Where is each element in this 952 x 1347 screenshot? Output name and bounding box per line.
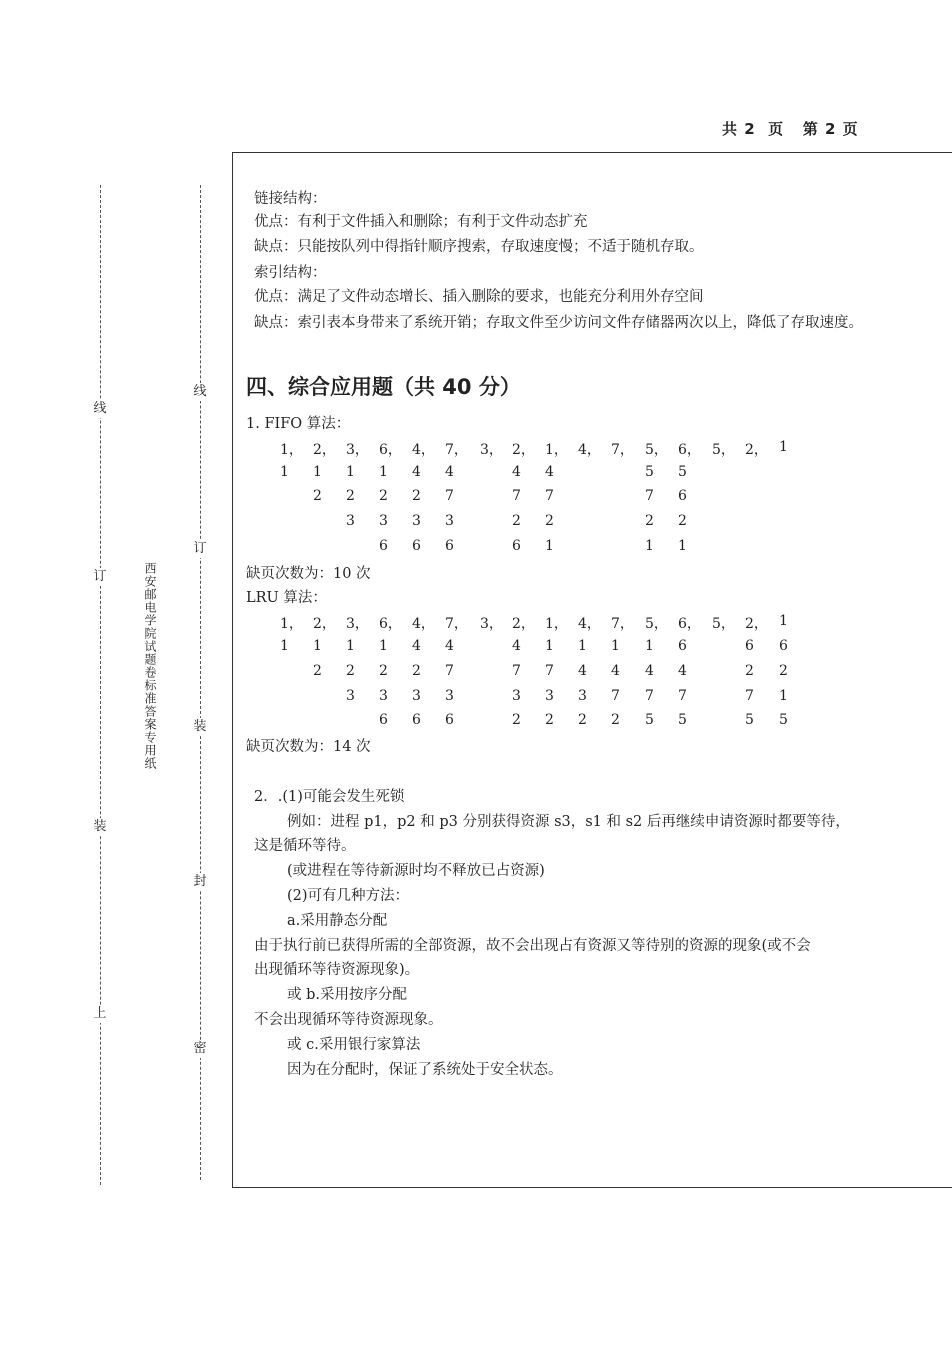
table-cell: 3 — [578, 688, 587, 704]
table-cell: 1 — [313, 464, 322, 480]
table-cell: 6， — [379, 442, 402, 458]
table-cell: 3 — [346, 513, 355, 529]
table-cell: 2， — [313, 442, 336, 458]
text-line: 优点：有利于文件插入和删除；有利于文件动态扩充 — [254, 214, 588, 230]
table-cell: 7， — [445, 442, 468, 458]
table-cell: 5， — [645, 616, 668, 632]
table-cell: 2 — [379, 488, 388, 504]
table-cell: 4， — [412, 616, 435, 632]
inner-margin-char: 订 — [193, 541, 207, 556]
outer-binding-line — [100, 185, 101, 1185]
table-cell: 7 — [611, 688, 620, 704]
table-cell: 4 — [545, 464, 554, 480]
table-cell: 2 — [745, 663, 754, 679]
text-line: 或 b.采用按序分配 — [287, 987, 407, 1003]
table-cell: 5 — [779, 712, 788, 728]
table-cell: 2 — [412, 488, 421, 504]
table-cell: 6 — [678, 488, 687, 504]
table-cell: 7 — [745, 688, 754, 704]
text-line: (2)可有几种方法： — [287, 888, 410, 904]
table-cell: 1 — [779, 439, 788, 455]
table-cell: 7 — [678, 688, 687, 704]
table-cell: 1 — [611, 638, 620, 654]
table-cell: 1， — [545, 442, 568, 458]
text-line: 出现循环等待资源现象)。 — [254, 962, 420, 978]
table-cell: 2 — [512, 712, 521, 728]
table-cell: 4， — [578, 442, 601, 458]
table-cell: 6 — [779, 638, 788, 654]
table-cell: 1 — [545, 538, 554, 554]
table-cell: 3， — [346, 616, 369, 632]
table-cell: 1， — [545, 616, 568, 632]
table-cell: 4， — [412, 442, 435, 458]
text-line: 缺点：索引表本身带来了系统开销；存取文件至少访问文件存储器两次以上，降低了存取速度。 — [254, 315, 863, 331]
table-cell: 2， — [745, 616, 768, 632]
table-cell: 2 — [678, 513, 687, 529]
table-cell: 6 — [412, 712, 421, 728]
inner-margin-char: 装 — [193, 719, 207, 734]
table-cell: 3 — [445, 688, 454, 704]
table-cell: 6， — [678, 442, 701, 458]
fifo-title: 1. FIFO 算法： — [246, 416, 351, 432]
table-cell: 5， — [712, 442, 735, 458]
table-cell: 7， — [445, 616, 468, 632]
table-cell: 1 — [545, 638, 554, 654]
table-cell: 6 — [379, 538, 388, 554]
table-cell: 4 — [512, 638, 521, 654]
table-cell: 6 — [445, 712, 454, 728]
table-cell: 6 — [412, 538, 421, 554]
table-cell: 2 — [346, 663, 355, 679]
text-line: 索引结构： — [254, 265, 327, 281]
text-line: 因为在分配时，保证了系统处于安全状态。 — [287, 1062, 563, 1078]
table-cell: 1 — [578, 638, 587, 654]
inner-margin-char: 线 — [193, 384, 207, 399]
table-cell: 1 — [313, 638, 322, 654]
table-cell: 7 — [512, 663, 521, 679]
table-cell: 2， — [512, 442, 535, 458]
table-cell: 1 — [379, 464, 388, 480]
table-cell: 4 — [412, 638, 421, 654]
text-line: 例如：进程 p1，p2 和 p3 分别获得资源 s3，s1 和 s2 后再继续申请资源时都要等待， — [287, 814, 850, 830]
table-cell: 4 — [445, 464, 454, 480]
text-line: a.采用静态分配 — [287, 913, 388, 929]
table-cell: 2 — [578, 712, 587, 728]
text-line: (或进程在等待新源时均不释放已占资源) — [287, 863, 545, 879]
table-cell: 2， — [313, 616, 336, 632]
outer-margin-char: 上 — [93, 1006, 107, 1021]
outer-margin-char: 装 — [93, 819, 107, 834]
table-cell: 1 — [346, 638, 355, 654]
page-info: 共 2 页 第 2 页 — [722, 120, 859, 138]
table-cell: 7 — [545, 488, 554, 504]
table-cell: 2 — [313, 663, 322, 679]
table-cell: 2 — [346, 488, 355, 504]
table-cell: 4 — [512, 464, 521, 480]
section-heading: 四、综合应用题（共 40 分） — [246, 375, 521, 399]
fifo-result: 缺页次数为：10 次 — [246, 566, 371, 582]
text-line: 不会出现循环等待资源现象。 — [254, 1012, 443, 1028]
table-cell: 3 — [445, 513, 454, 529]
table-cell: 7 — [512, 488, 521, 504]
table-cell: 1 — [678, 538, 687, 554]
table-cell: 2， — [512, 616, 535, 632]
text-line: 由于执行前已获得所需的全部资源，故不会出现占有资源又等待别的资源的现象(或不会 — [254, 938, 811, 954]
table-cell: 1 — [779, 688, 788, 704]
table-cell: 4 — [578, 663, 587, 679]
table-cell: 5 — [678, 464, 687, 480]
table-cell: 1， — [280, 616, 303, 632]
table-cell: 4， — [578, 616, 601, 632]
text-line: 缺点：只能按队列中得指针顺序搜索，存取速度慢；不适于随机存取。 — [254, 239, 704, 255]
table-cell: 7 — [445, 488, 454, 504]
table-cell: 1 — [346, 464, 355, 480]
table-cell: 1 — [645, 638, 654, 654]
table-cell: 1 — [779, 613, 788, 629]
table-cell: 2 — [512, 513, 521, 529]
table-cell: 5 — [645, 712, 654, 728]
table-cell: 2 — [645, 513, 654, 529]
table-cell: 1 — [379, 638, 388, 654]
table-cell: 5 — [678, 712, 687, 728]
content-frame — [232, 152, 952, 1188]
table-cell: 3 — [379, 513, 388, 529]
table-cell: 7， — [611, 442, 634, 458]
table-cell: 4 — [678, 663, 687, 679]
table-cell: 3 — [512, 688, 521, 704]
table-cell: 6， — [678, 616, 701, 632]
inner-binding-line — [200, 185, 201, 1180]
inner-margin-char: 封 — [193, 874, 207, 889]
text-line: 优点：满足了文件动态增长、插入删除的要求，也能充分利用外存空间 — [254, 289, 704, 305]
table-cell: 2 — [545, 513, 554, 529]
table-cell: 6 — [379, 712, 388, 728]
table-cell: 1 — [280, 464, 289, 480]
table-cell: 3 — [545, 688, 554, 704]
table-cell: 2 — [412, 663, 421, 679]
table-cell: 3 — [412, 513, 421, 529]
lru-title: LRU 算法： — [246, 590, 327, 606]
outer-margin-char: 线 — [93, 401, 107, 416]
answer-sheet-label: 西安邮电学院试题卷标准答案专用纸 — [143, 562, 157, 770]
table-cell: 4 — [412, 464, 421, 480]
table-cell: 7 — [645, 488, 654, 504]
table-cell: 7 — [445, 663, 454, 679]
table-cell: 1 — [645, 538, 654, 554]
lru-result: 缺页次数为：14 次 — [246, 739, 371, 755]
inner-margin-char: 密 — [193, 1041, 207, 1056]
table-cell: 2， — [745, 442, 768, 458]
table-cell: 2 — [611, 712, 620, 728]
table-cell: 4 — [445, 638, 454, 654]
table-cell: 1， — [280, 442, 303, 458]
text-line: 2．.(1)可能会发生死锁 — [254, 789, 405, 805]
table-cell: 7， — [611, 616, 634, 632]
table-cell: 3 — [346, 688, 355, 704]
text-line: 或 c.采用银行家算法 — [287, 1037, 421, 1053]
table-cell: 7 — [645, 688, 654, 704]
table-cell: 6 — [445, 538, 454, 554]
table-cell: 7 — [545, 663, 554, 679]
table-cell: 1 — [280, 638, 289, 654]
text-line: 链接结构： — [254, 191, 327, 207]
table-cell: 6 — [745, 638, 754, 654]
table-cell: 2 — [779, 663, 788, 679]
table-cell: 3， — [346, 442, 369, 458]
table-cell: 3 — [379, 688, 388, 704]
table-cell: 3 — [412, 688, 421, 704]
table-cell: 5 — [645, 464, 654, 480]
text-line: 这是循环等待。 — [254, 838, 356, 854]
table-cell: 5 — [745, 712, 754, 728]
table-cell: 6 — [678, 638, 687, 654]
table-cell: 2 — [545, 712, 554, 728]
table-cell: 6， — [379, 616, 402, 632]
outer-margin-char: 订 — [93, 569, 107, 584]
table-cell: 3， — [480, 616, 503, 632]
table-cell: 6 — [512, 538, 521, 554]
table-cell: 4 — [645, 663, 654, 679]
table-cell: 5， — [645, 442, 668, 458]
table-cell: 5， — [712, 616, 735, 632]
table-cell: 3， — [480, 442, 503, 458]
table-cell: 4 — [611, 663, 620, 679]
table-cell: 2 — [379, 663, 388, 679]
table-cell: 2 — [313, 488, 322, 504]
